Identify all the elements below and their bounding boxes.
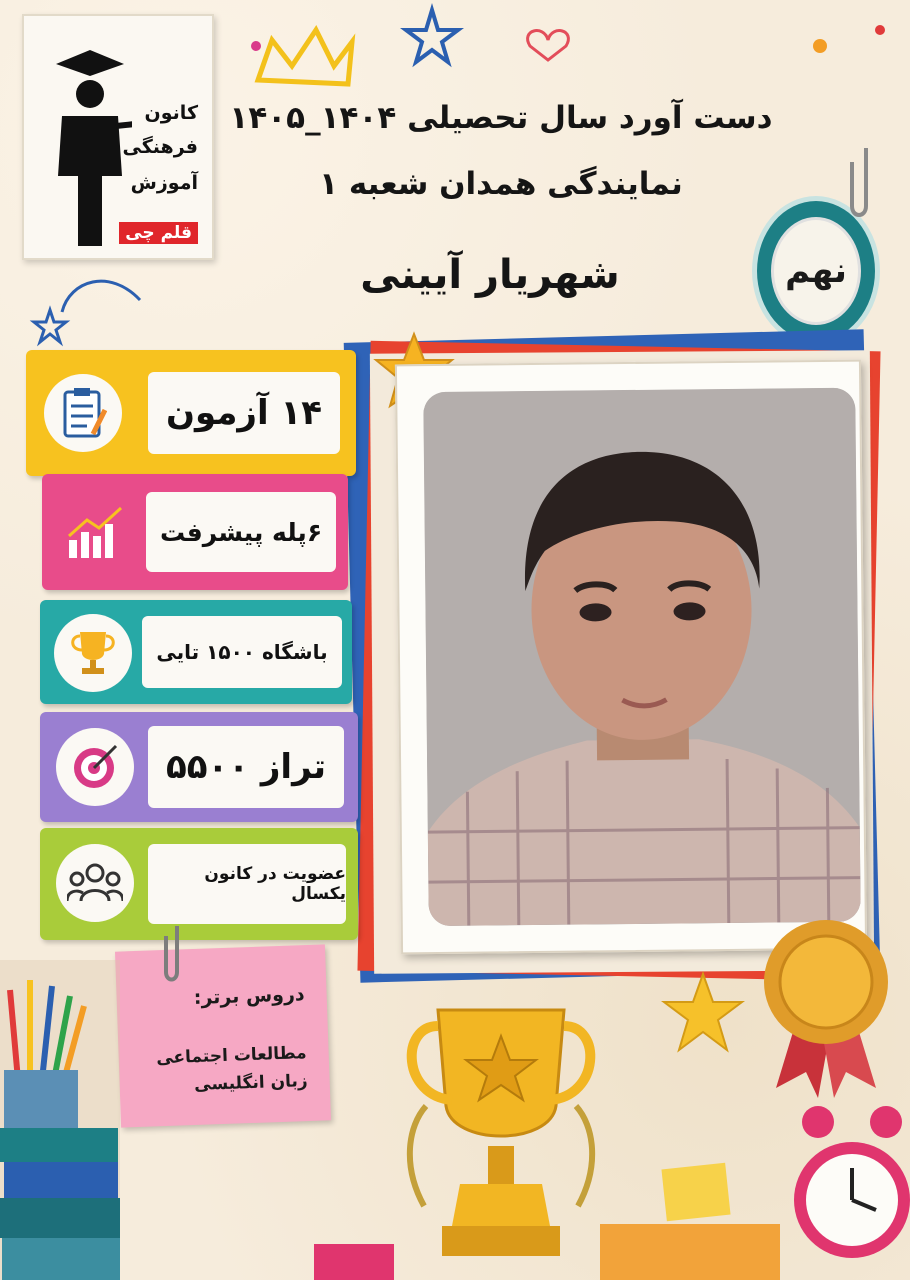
student-portrait-image <box>423 388 861 926</box>
dot-icon <box>251 41 261 51</box>
logo-card <box>22 14 214 260</box>
top-subject-item: مطالعات اجتماعی <box>155 1043 307 1069</box>
stat-label: تراز ۵۵۰۰ <box>148 726 344 808</box>
paperclip-icon <box>846 142 886 222</box>
logo-line-1: کانون <box>144 102 198 124</box>
pencil-cup-and-books-icon <box>0 960 120 1280</box>
dot-icon <box>813 39 827 53</box>
star-icon <box>660 970 746 1056</box>
student-photo <box>423 388 861 926</box>
paperclip-icon <box>162 922 192 986</box>
growth-bar-chart-icon <box>56 494 134 572</box>
clipboard-checklist-icon <box>44 374 122 452</box>
gold-medal-icon <box>756 912 896 1102</box>
stat-label: عضویت در کانون یکسال <box>148 844 346 924</box>
arrow-doodle-icon <box>62 281 140 312</box>
grade-label: نهم <box>771 217 861 325</box>
top-subjects-note <box>115 944 331 1127</box>
crown-icon <box>258 30 352 84</box>
target-icon <box>56 728 134 806</box>
stat-card-score <box>40 712 358 822</box>
photo-frame <box>395 360 867 955</box>
notebook-decor <box>600 1224 780 1280</box>
trophy-icon <box>54 614 132 692</box>
dot-icon <box>875 25 885 35</box>
stat-card-club <box>40 600 352 704</box>
top-subjects-title: دروس برتر: <box>193 983 305 1009</box>
stat-label: ۱۴ آزمون <box>148 372 340 454</box>
star-icon <box>34 310 66 342</box>
logo-line-2: فرهنگی <box>122 136 198 158</box>
student-name: شهریار آیینی <box>360 252 620 298</box>
stat-label: ۶پله پیشرفت <box>146 492 336 572</box>
top-subject-item: زبان انگلیسی <box>193 1071 308 1096</box>
star-icon <box>406 10 458 62</box>
stat-label: باشگاه ۱۵۰۰ تایی <box>142 616 342 688</box>
group-users-icon <box>56 844 134 922</box>
logo-line-3: آموزش <box>130 172 198 194</box>
stat-card-progress <box>42 474 348 590</box>
stat-card-exams <box>26 350 356 476</box>
sticky-note-decor <box>661 1163 730 1221</box>
logo-line-4: قلم چی <box>119 222 198 244</box>
branch-title: نمایندگی همدان شعبه ۱ <box>319 166 683 202</box>
pink-strip-decor <box>314 1244 394 1280</box>
heart-doodle-icon <box>528 31 569 60</box>
stat-card-membership <box>40 828 358 940</box>
page-title: دست آورد سال تحصیلی ۱۴۰۴_۱۴۰۵ <box>229 100 773 136</box>
gold-trophy-icon <box>396 996 606 1280</box>
alarm-clock-icon <box>794 1100 910 1280</box>
